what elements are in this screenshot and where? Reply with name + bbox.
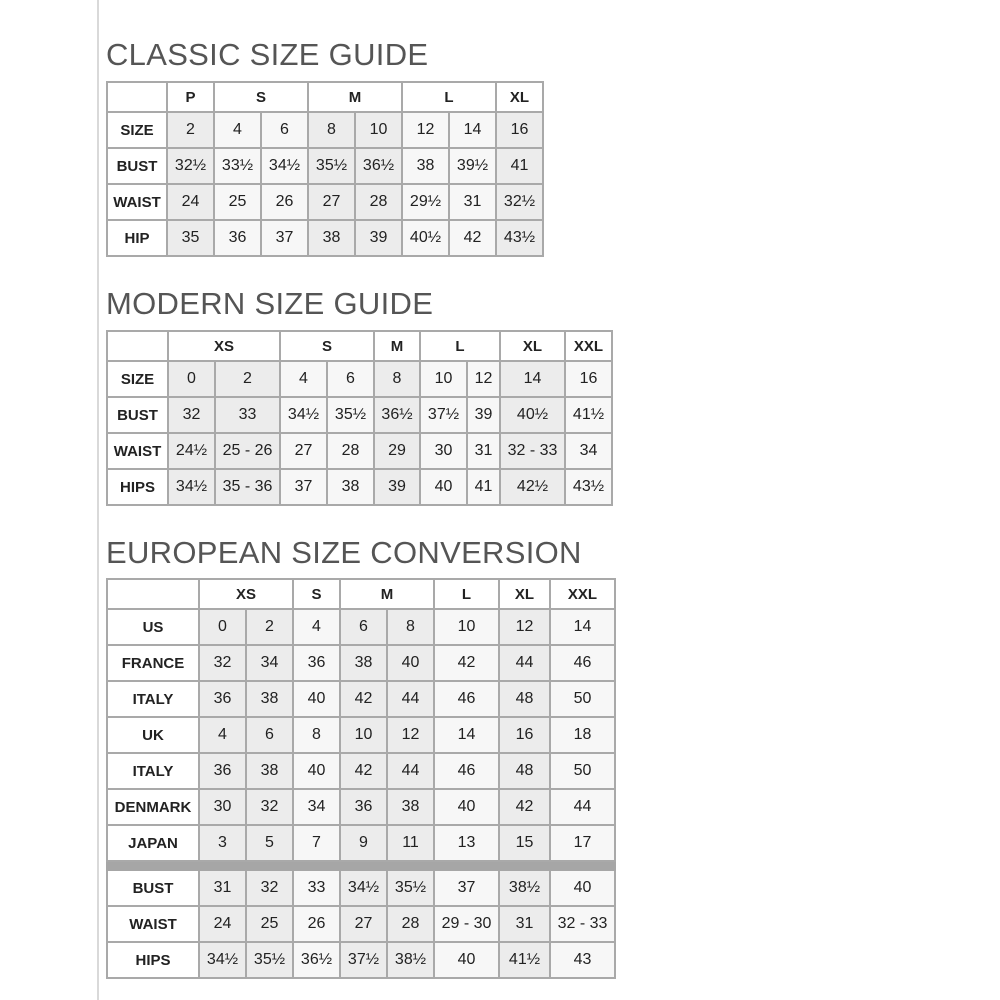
table-cell: 10 (355, 112, 402, 148)
table-cell: 32½ (167, 148, 214, 184)
classic-size-table (106, 81, 544, 257)
table-row (107, 681, 615, 717)
table-cell: 9 (340, 825, 387, 861)
table-cell: 10 (340, 717, 387, 753)
table-cell: 30 (199, 789, 246, 825)
table-cell: 11 (387, 825, 434, 861)
table-cell: 16 (565, 361, 612, 397)
european-size-table (106, 578, 616, 979)
table-cell: 39½ (449, 148, 496, 184)
row-label: WAIST (107, 433, 168, 469)
table-cell: 8 (374, 361, 420, 397)
table-cell: 48 (499, 753, 550, 789)
table-cell: 27 (340, 906, 387, 942)
table-cell: 7 (293, 825, 340, 861)
table-cell: 38 (402, 148, 449, 184)
table-cell: 50 (550, 753, 615, 789)
table-row (107, 942, 615, 978)
header-cell-xs: XS (168, 331, 280, 361)
row-label: SIZE (107, 112, 167, 148)
table-cell: 0 (168, 361, 215, 397)
table-cell: 31 (467, 433, 500, 469)
table-cell: 16 (499, 717, 550, 753)
table-cell: 40½ (500, 397, 565, 433)
table-cell: 32 (246, 789, 293, 825)
table-row (107, 870, 615, 906)
table-cell: 40 (387, 645, 434, 681)
row-label: WAIST (107, 184, 167, 220)
table-cell: 42 (434, 645, 499, 681)
row-label: UK (107, 717, 199, 753)
table-cell: 3 (199, 825, 246, 861)
table-cell: 10 (434, 609, 499, 645)
table-cell: 27 (280, 433, 327, 469)
table-cell: 41½ (565, 397, 612, 433)
table-cell: 39 (355, 220, 402, 256)
table-cell: 40 (434, 942, 499, 978)
table-cell: 33½ (214, 148, 261, 184)
header-corner-cell (107, 82, 167, 112)
row-label: BUST (107, 148, 167, 184)
table-cell: 37½ (340, 942, 387, 978)
table-cell: 29 (374, 433, 420, 469)
table-row (107, 469, 612, 505)
table-row (107, 220, 543, 256)
table-cell: 44 (387, 681, 434, 717)
header-cell-s: S (293, 579, 340, 609)
table-cell: 46 (434, 753, 499, 789)
table-cell: 27 (308, 184, 355, 220)
table-row (107, 397, 612, 433)
table-row (107, 184, 543, 220)
header-cell-s: S (214, 82, 308, 112)
row-label: HIPS (107, 942, 199, 978)
row-label: ITALY (107, 681, 199, 717)
table-cell: 28 (387, 906, 434, 942)
table-cell: 34½ (168, 469, 215, 505)
header-cell-xl: XL (499, 579, 550, 609)
table-cell: 17 (550, 825, 615, 861)
table-cell: 34½ (340, 870, 387, 906)
table-cell: 14 (500, 361, 565, 397)
table-cell: 32 (246, 870, 293, 906)
row-label: HIP (107, 220, 167, 256)
row-label: BUST (107, 870, 199, 906)
table-cell: 29½ (402, 184, 449, 220)
table-cell: 8 (387, 609, 434, 645)
table-cell: 4 (293, 609, 340, 645)
table-row (107, 645, 615, 681)
table-cell: 38 (387, 789, 434, 825)
header-cell-l: L (402, 82, 496, 112)
table-cell: 46 (434, 681, 499, 717)
table-cell: 43½ (565, 469, 612, 505)
header-cell-l: L (420, 331, 500, 361)
table-cell: 40 (434, 789, 499, 825)
table-cell: 40 (293, 681, 340, 717)
table-cell: 36½ (355, 148, 402, 184)
table-cell: 6 (327, 361, 374, 397)
header-cell-xl: XL (500, 331, 565, 361)
table-cell: 25 (246, 906, 293, 942)
table-cell: 35½ (387, 870, 434, 906)
modern-size-table (106, 330, 613, 506)
table-row (107, 789, 615, 825)
table-cell: 32½ (496, 184, 543, 220)
table-cell: 44 (550, 789, 615, 825)
classic-size-guide-title: CLASSIC SIZE GUIDE (106, 37, 429, 72)
table-cell: 32 (199, 645, 246, 681)
table-cell: 35 - 36 (215, 469, 280, 505)
header-corner-cell (107, 331, 168, 361)
table-cell: 40 (550, 870, 615, 906)
table-cell: 38½ (499, 870, 550, 906)
row-label: JAPAN (107, 825, 199, 861)
table-cell: 35½ (246, 942, 293, 978)
table-cell: 5 (246, 825, 293, 861)
table-cell: 38 (340, 645, 387, 681)
table-cell: 6 (340, 609, 387, 645)
table-cell: 38½ (387, 942, 434, 978)
table-row (107, 361, 612, 397)
modern-size-guide-title: MODERN SIZE GUIDE (106, 286, 434, 321)
row-label: HIPS (107, 469, 168, 505)
table-cell: 12 (402, 112, 449, 148)
table-cell: 35½ (308, 148, 355, 184)
page-left-border (97, 0, 99, 1000)
row-label: US (107, 609, 199, 645)
table-cell: 34 (565, 433, 612, 469)
table-cell: 33 (215, 397, 280, 433)
table-cell: 37 (434, 870, 499, 906)
row-label: WAIST (107, 906, 199, 942)
table-cell: 34½ (280, 397, 327, 433)
table-cell: 41 (467, 469, 500, 505)
table-cell: 36 (340, 789, 387, 825)
table-cell: 36½ (374, 397, 420, 433)
table-cell: 38 (308, 220, 355, 256)
row-label: ITALY (107, 753, 199, 789)
table-row (107, 825, 615, 861)
table-cell: 34 (293, 789, 340, 825)
table-cell: 41½ (499, 942, 550, 978)
section-divider (107, 861, 615, 870)
table-cell: 33 (293, 870, 340, 906)
table-cell: 31 (199, 870, 246, 906)
header-cell-xs: XS (199, 579, 293, 609)
table-cell: 38 (246, 753, 293, 789)
row-label: DENMARK (107, 789, 199, 825)
header-cell-xl: XL (496, 82, 543, 112)
table-cell: 36 (293, 645, 340, 681)
table-cell: 39 (467, 397, 500, 433)
table-cell: 8 (293, 717, 340, 753)
table-row (107, 753, 615, 789)
table-cell: 37½ (420, 397, 467, 433)
table-cell: 12 (387, 717, 434, 753)
table-cell: 37 (280, 469, 327, 505)
table-cell: 26 (261, 184, 308, 220)
table-cell: 46 (550, 645, 615, 681)
table-cell: 26 (293, 906, 340, 942)
european-size-conversion-title: EUROPEAN SIZE CONVERSION (106, 535, 582, 570)
table-cell: 34 (246, 645, 293, 681)
table-cell: 44 (499, 645, 550, 681)
table-cell: 48 (499, 681, 550, 717)
table-cell: 30 (420, 433, 467, 469)
table-cell: 2 (246, 609, 293, 645)
table-cell: 40 (420, 469, 467, 505)
table-cell: 40½ (402, 220, 449, 256)
table-cell: 14 (449, 112, 496, 148)
table-cell: 29 - 30 (434, 906, 499, 942)
table-row (107, 906, 615, 942)
table-cell: 31 (499, 906, 550, 942)
table-cell: 41 (496, 148, 543, 184)
table-cell: 37 (261, 220, 308, 256)
table-cell: 38 (246, 681, 293, 717)
table-cell: 18 (550, 717, 615, 753)
row-label: BUST (107, 397, 168, 433)
table-row (107, 112, 543, 148)
header-cell-s: S (280, 331, 374, 361)
table-cell: 36 (199, 681, 246, 717)
table-cell: 39 (374, 469, 420, 505)
table-cell: 32 - 33 (500, 433, 565, 469)
table-cell: 12 (467, 361, 500, 397)
table-cell: 40 (293, 753, 340, 789)
table-cell: 13 (434, 825, 499, 861)
table-cell: 4 (280, 361, 327, 397)
table-header-row (107, 331, 612, 361)
header-cell-xxl: XXL (565, 331, 612, 361)
table-cell: 31 (449, 184, 496, 220)
table-cell: 28 (355, 184, 402, 220)
header-cell-m: M (308, 82, 402, 112)
table-cell: 25 - 26 (215, 433, 280, 469)
divider-bar (107, 861, 615, 870)
table-cell: 25 (214, 184, 261, 220)
table-cell: 24 (199, 906, 246, 942)
table-cell: 24½ (168, 433, 215, 469)
table-cell: 44 (387, 753, 434, 789)
table-cell: 42 (340, 681, 387, 717)
table-cell: 0 (199, 609, 246, 645)
table-cell: 38 (327, 469, 374, 505)
table-cell: 42 (499, 789, 550, 825)
table-cell: 14 (550, 609, 615, 645)
table-row (107, 609, 615, 645)
table-cell: 43½ (496, 220, 543, 256)
table-cell: 15 (499, 825, 550, 861)
row-label: SIZE (107, 361, 168, 397)
header-cell-xxl: XXL (550, 579, 615, 609)
table-cell: 6 (261, 112, 308, 148)
table-cell: 50 (550, 681, 615, 717)
table-cell: 14 (434, 717, 499, 753)
table-cell: 32 - 33 (550, 906, 615, 942)
table-cell: 42 (449, 220, 496, 256)
table-row (107, 717, 615, 753)
table-header-row (107, 579, 615, 609)
table-cell: 36½ (293, 942, 340, 978)
table-cell: 35½ (327, 397, 374, 433)
table-cell: 42 (340, 753, 387, 789)
table-cell: 36 (199, 753, 246, 789)
header-corner-cell (107, 579, 199, 609)
table-cell: 42½ (500, 469, 565, 505)
table-cell: 4 (199, 717, 246, 753)
header-cell-m: M (340, 579, 434, 609)
table-cell: 12 (499, 609, 550, 645)
table-cell: 2 (215, 361, 280, 397)
table-header-row (107, 82, 543, 112)
table-cell: 16 (496, 112, 543, 148)
table-cell: 28 (327, 433, 374, 469)
table-cell: 34½ (199, 942, 246, 978)
table-cell: 32 (168, 397, 215, 433)
table-cell: 2 (167, 112, 214, 148)
table-cell: 24 (167, 184, 214, 220)
table-row (107, 148, 543, 184)
table-cell: 10 (420, 361, 467, 397)
row-label: FRANCE (107, 645, 199, 681)
table-cell: 4 (214, 112, 261, 148)
table-cell: 8 (308, 112, 355, 148)
table-cell: 43 (550, 942, 615, 978)
table-cell: 36 (214, 220, 261, 256)
table-cell: 34½ (261, 148, 308, 184)
table-cell: 6 (246, 717, 293, 753)
header-cell-l: L (434, 579, 499, 609)
table-row (107, 433, 612, 469)
header-cell-p: P (167, 82, 214, 112)
header-cell-m: M (374, 331, 420, 361)
table-cell: 35 (167, 220, 214, 256)
